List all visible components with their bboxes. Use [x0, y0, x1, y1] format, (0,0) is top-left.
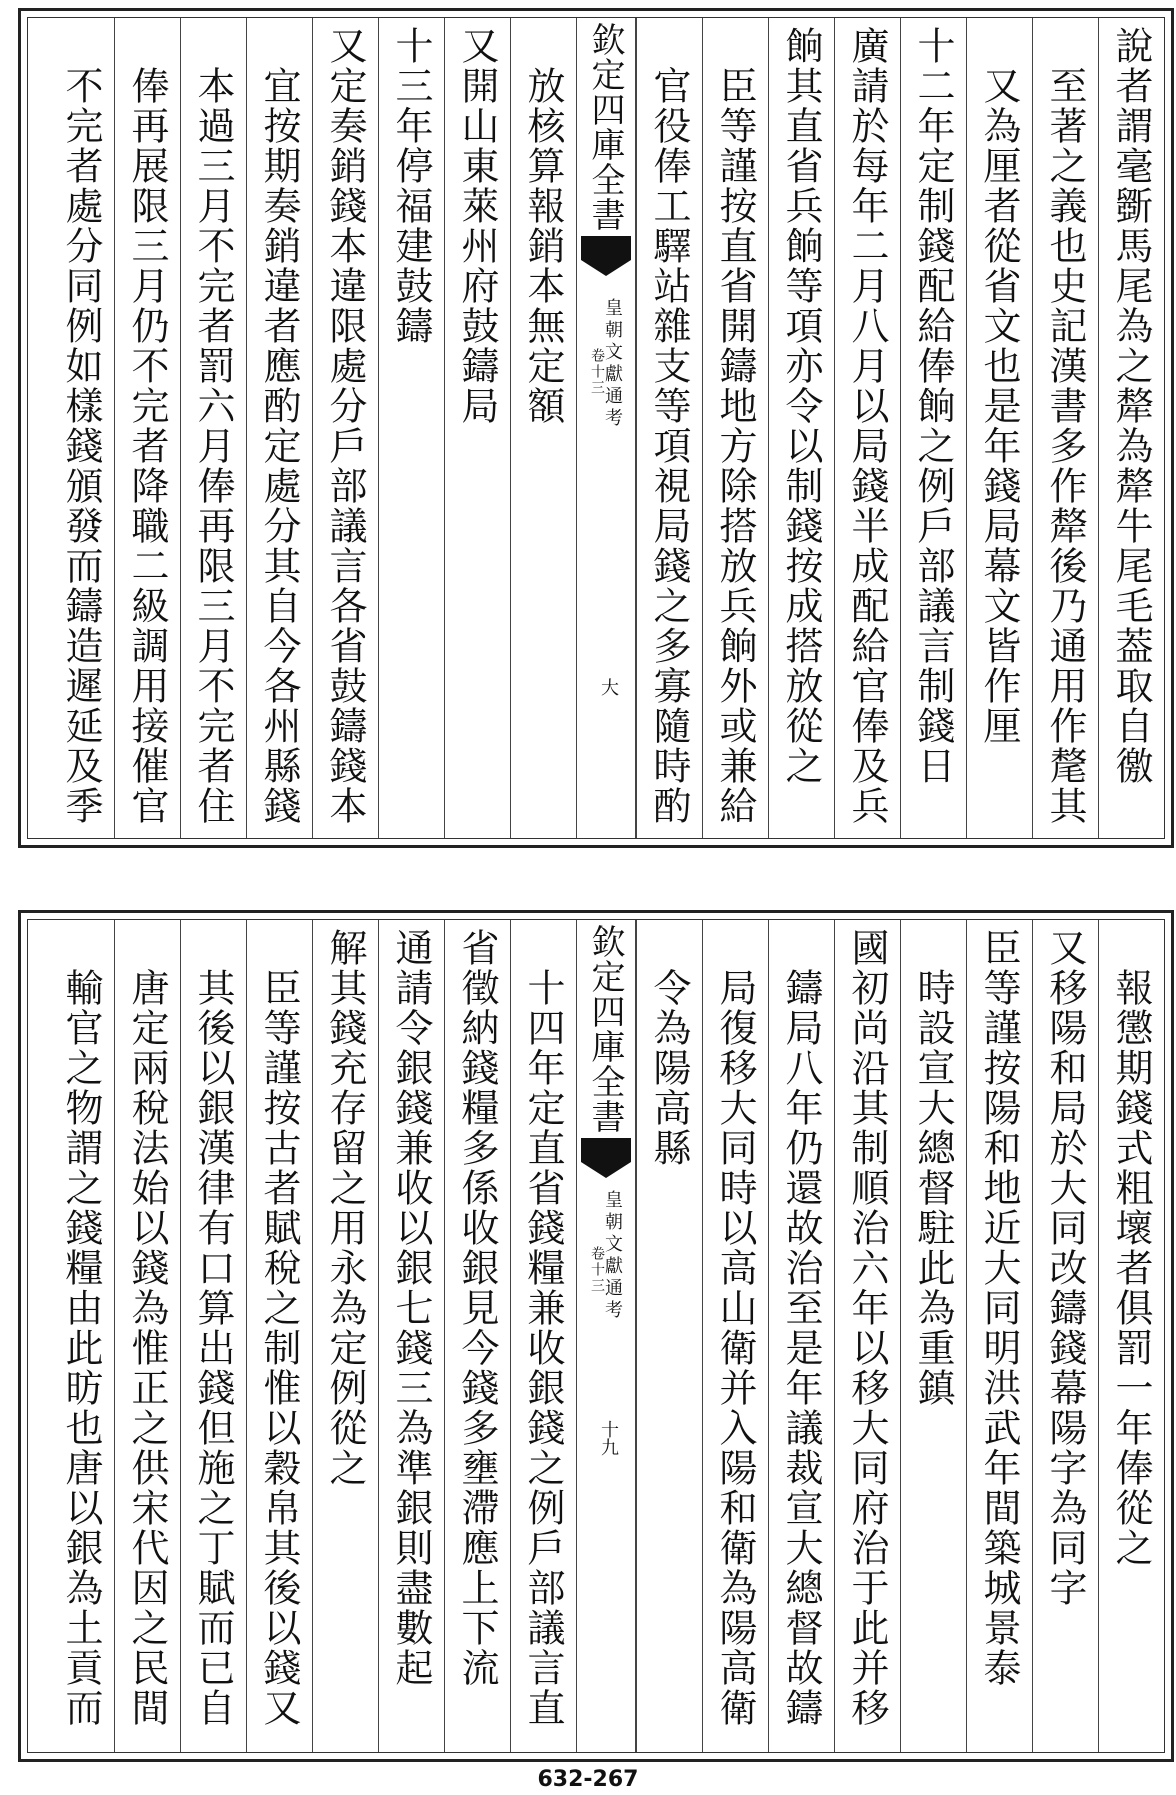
column-text: 令為陽高縣	[647, 968, 691, 1168]
column-text: 時設宣大總督駐此為重鎮	[911, 968, 955, 1408]
fish-tail-mark	[581, 1138, 631, 1178]
column-text: 國初尚沿其制順治六年以移大同府治于此并移	[845, 928, 889, 1728]
column-text: 又移陽和局於大同改鑄錢幕陽字為同字	[1043, 928, 1087, 1608]
spine-volume: 卷十三	[589, 1246, 605, 1294]
column-text: 輸官之物謂之錢糧由此昉也唐以銀為土貢而	[59, 968, 103, 1728]
text-column	[768, 18, 834, 838]
text-column	[180, 920, 246, 1752]
column-text: 又開山東萊州府鼓鑄局	[455, 26, 499, 426]
center-spine	[576, 18, 636, 838]
spine-page-number: 大	[598, 678, 619, 696]
column-text: 本過三月不完者罰六月俸再限三月不完者住	[191, 66, 235, 826]
bottom-page	[18, 910, 1174, 1762]
spine-book-title: 皇朝文獻通考	[602, 298, 623, 430]
column-text: 俸再展限三月仍不完者降職二級調用接催官	[125, 66, 169, 826]
text-column	[180, 18, 246, 838]
text-column	[636, 920, 702, 1752]
column-text: 其後以銀漢律有口算出錢但施之丁賦而已自	[191, 968, 235, 1728]
fish-tail-mark	[581, 236, 631, 276]
text-column	[114, 18, 180, 838]
spine-title: 欽定四庫全書	[585, 22, 625, 232]
text-column	[900, 18, 966, 838]
column-text: 解其錢充存留之用永為定例從之	[323, 928, 367, 1488]
text-column	[1032, 18, 1098, 838]
microfilm-page-code: 632-267	[537, 1767, 639, 1792]
column-text: 唐定兩稅法始以錢為惟正之供宋代因之民間	[125, 968, 169, 1728]
text-column	[834, 18, 900, 838]
text-column	[1098, 18, 1164, 838]
text-column	[312, 920, 378, 1752]
text-column	[702, 18, 768, 838]
column-text: 宜按期奏銷違者應酌定處分其自今各州縣錢	[257, 66, 301, 826]
column-text: 臣等謹按直省開鑄地方除搭放兵餉外或兼給	[713, 66, 757, 826]
text-column	[312, 18, 378, 838]
column-text: 報懲期錢式粗壞者俱罰一年俸從之	[1109, 968, 1153, 1568]
column-text: 局復移大同時以高山衛并入陽和衛為陽高衛	[713, 968, 757, 1728]
column-text: 放核算報銷本無定額	[521, 66, 565, 426]
text-column	[444, 18, 510, 838]
column-text: 臣等謹按陽和地近大同明洪武年間築城景泰	[977, 928, 1021, 1688]
text-column	[378, 18, 444, 838]
spine-book-title: 皇朝文獻通考	[602, 1190, 623, 1322]
column-text: 說者謂毫斵馬尾為之犛為犛牛尾毛葢取自徼	[1109, 26, 1153, 786]
column-text: 十三年停福建鼓鑄	[389, 26, 433, 346]
text-column	[636, 18, 702, 838]
spine-title: 欽定四庫全書	[585, 924, 625, 1134]
text-column	[378, 920, 444, 1752]
bottom-page-frame	[27, 919, 1165, 1753]
text-column	[510, 920, 576, 1752]
top-page-frame	[27, 17, 1165, 839]
center-spine	[576, 920, 636, 1752]
column-text: 不完者處分同例如樣錢頒發而鑄造遲延及季	[59, 66, 103, 826]
column-text: 至著之義也史記漢書多作犛後乃通用作氂其	[1043, 66, 1087, 826]
text-column	[246, 920, 312, 1752]
text-column	[702, 920, 768, 1752]
text-column	[246, 18, 312, 838]
column-text: 十四年定直省錢糧兼收銀錢之例戶部議言直	[521, 968, 565, 1728]
column-text: 餉其直省兵餉等項亦令以制錢按成搭放從之	[779, 26, 823, 786]
column-text: 臣等謹按古者賦稅之制惟以穀帛其後以錢又	[257, 968, 301, 1728]
top-page	[18, 8, 1174, 848]
text-column	[444, 920, 510, 1752]
text-column	[510, 18, 576, 838]
column-text: 通請令銀錢兼收以銀七錢三為準銀則盡數起	[389, 928, 433, 1688]
text-column	[834, 920, 900, 1752]
text-column	[1098, 920, 1164, 1752]
column-text: 又定奏銷錢本違限處分戶部議言各省鼓鑄錢本	[323, 26, 367, 826]
text-column	[28, 920, 114, 1752]
column-text: 官役俸工驛站雜支等項視局錢之多寡隨時酌	[647, 66, 691, 826]
text-column	[114, 920, 180, 1752]
text-column	[28, 18, 114, 838]
text-column	[966, 920, 1032, 1752]
column-text: 省徵納錢糧多係收銀見今錢多壅滯應上下流	[455, 928, 499, 1688]
text-column	[1032, 920, 1098, 1752]
text-column	[900, 920, 966, 1752]
text-column	[966, 18, 1032, 838]
spine-page-number: 十九	[598, 1420, 619, 1456]
text-column	[768, 920, 834, 1752]
column-text: 廣請於每年二月八月以局錢半成配給官俸及兵	[845, 26, 889, 826]
column-text: 鑄局八年仍還故治至是年議裁宣大總督故鑄	[779, 968, 823, 1728]
spine-volume: 卷十三	[589, 348, 605, 396]
column-text: 十二年定制錢配給俸餉之例戶部議言制錢日	[911, 26, 955, 786]
column-text: 又為厘者從省文也是年錢局幕文皆作厘	[977, 66, 1021, 746]
